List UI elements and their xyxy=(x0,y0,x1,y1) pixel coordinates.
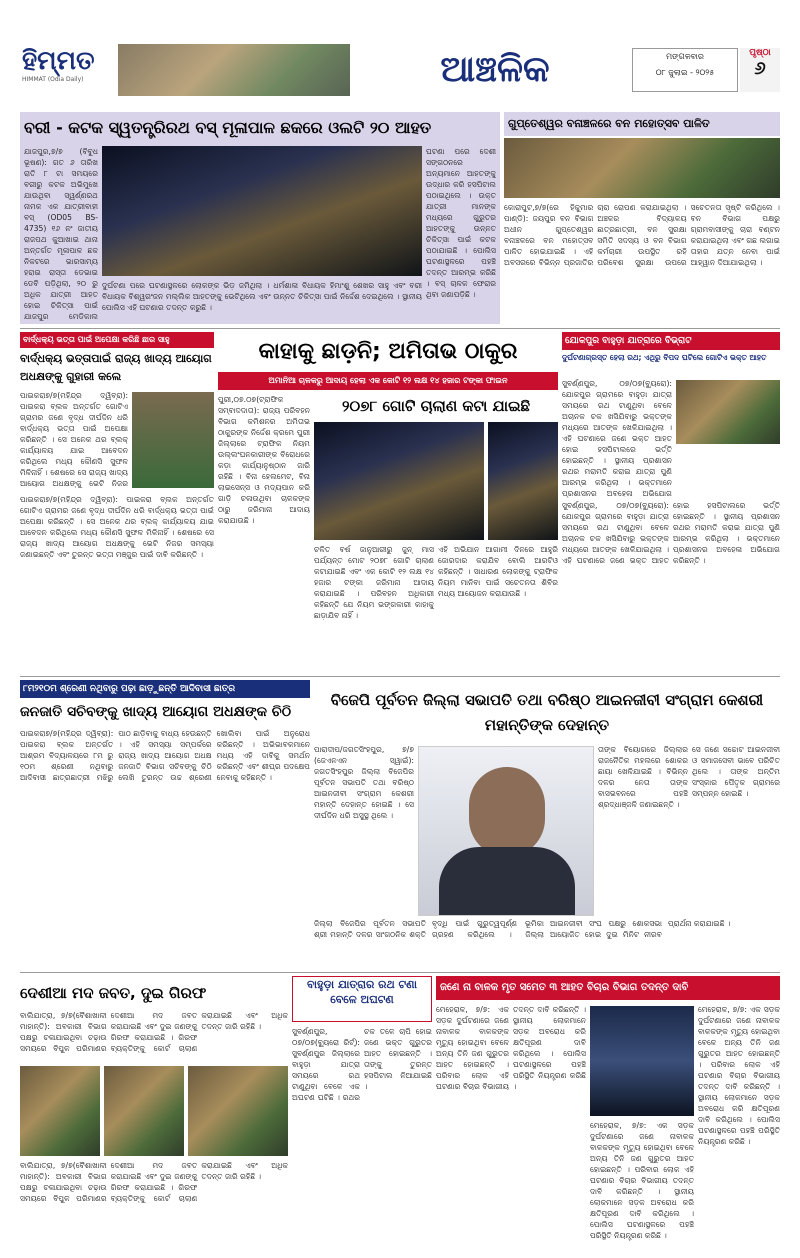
story-text: ଯାଜପୁର,୭/୭ (ବିବୁଧ ଭୂଷଣ): ଗତ ୬ ତାରିଖ ରାତି ୮ ଟା ସମୟରେ ବରୀରୁ କଟକ ଅଭିମୁଖେ ଯାଉଥିବା ସ୍ୱର୍ଣ୍ଣରଥ ନାମକ ଏକ ଯାତ୍ରୀବାହୀ ବସ୍ (OD05 BS-4735) ୧୬ ନଂ ଜାତୀୟ ରାଜପଥ କୁଆଖାଇ ଥାନା ଅନ୍ତର୍ଗତ ମୂଳାପାଳ ଛକ ନିକଟରେ ଭାରସାମ୍ୟ ହରାଇ ରାସ୍ତା ଡେଭାଇ ଡେବି ପଡ଼ିଥିଲା, ୨୦ ରୁ ଅଧିକ ଯାତ୍ରୀ ଆହତ ହୋଇ ଚିକିତ୍ସା ପାଇଁ ଯାଜପୁର ମେଡିକାଲ xyxy=(24,147,98,321)
story-text: ଏହି ଅଭିଯାନ ଆଗାମୀ ଦିନରେ ଆହୁରି ଜୋରଦାର କରାଯିବ ବୋଲି ଆରଟିଓ କହିଛନ୍ତି । ସାଧାରଣ ଲୋକଙ୍କୁ ଟ୍ରାଫିକ ନିୟମ ମାନିବା ପାଇଁ ସଚେତନତା ଶିବିର ମଧ୍ୟ ଆୟୋଜନ କରାଯାଉଛି । xyxy=(438,545,558,598)
story-text: ପୁରୀ,୦୭.୦୭(ଟ୍ରାଫିକ ସମ୍ବାଦଦାତା): ରାଜ୍ୟ ପରିବହନ ବିଭାଗ କମିଶନର ଅମିତାଭ ଠାକୁରଙ୍କ ନିର୍ଦ୍ଦେଶ କ୍ରମେ ପୁରୀ ଜିଲ୍ଲାରେ ଟ୍ରାଫିକ ନିୟମ ଉଲ୍ଲଂଘନକାରୀଙ୍କ ବିରୋଧରେ କଡ଼ା କାର୍ଯ୍ୟାନୁଷ୍ଠାନ ଜାରି ରହିଛି । ବିନା ହେଲମେଟ, ବିନା ଲାଇସେନ୍ସ ଓ ମଦ୍ୟପାନ କରି ଗାଡ଼ି ଚଳାଉଥିବା ଚାଳକଙ୍କ ଠାରୁ ଜରିମାନା ଆଦାୟ କରାଯାଉଛି । xyxy=(218,395,310,525)
story-text: ପାରାଦୀପ/ଜଗତସିଂହପୁର, ୭/୭ (ଜେଏନଏନ ସ୍ୱାଇଁ): ଜଗତସିଂହପୁର ଜିଲ୍ଲା ବିଜେପିର ପୂର୍ବତନ ସଭାପତି ତଥା ବରିଷ୍ଠ ଆଇନଜୀବୀ ସଂଗ୍ରାମ କେଶରୀ ମହାନ୍ତି ଦେହାନ୍ତ ହୋଇଛି । ସେ ଦୀର୍ଘଦିନ ଧରି ଅସୁସ୍ଥ ଥିଲେ । xyxy=(314,745,414,820)
story-text: ତାଙ୍କ ବିୟୋଗରେ ଜିଲ୍ଲାର ରାଜନୈତିକ ମହଲରେ ଶୋକର ଛାୟା ଖେଳିଯାଇଛି । ବିଭିନ୍ନ ଦଳର ନେତା ତାଙ୍କ ବାସଭବନରେ ପହଞ୍ଚି ଶ୍ରଦ୍ଧାଞ୍ଜଳି ଜଣାଇଛନ୍ତି । xyxy=(598,745,688,809)
story-text: ମେହେରାଳ, ୭/୭: ଏକ ସଡ଼କ ଦୁର୍ଘଟଣାରେ ଜଣେ ନାବାଳକ ବାଳକଙ୍କ ମୃତ୍ୟୁ ହୋଇଥିବା ବେଳେ ଅନ୍ୟ ତିନି ଜଣ ଗୁରୁତର ଆହତ ହୋଇଛନ୍ତି । ପରିବାର ଲୋକ ଏହି ଘଟଣାର ବିଚାର ବିଭାଗୀୟ ତଦନ୍ତ ଦାବି କରିଛନ୍ତି । ସ୍ଥାନୀୟ ଲୋକମାନେ ସଡ଼କ ଅବରୋଧ କରି କ୍ଷତିପୂରଣ ଦାବି କରିଥିଲେ । ପୋଲିସ ଘଟଣାସ୍ଥଳରେ ପହଞ୍ଚି ପରିସ୍ଥିତି ନିୟନ୍ତ୍ରଣ କରିଛି । xyxy=(590,1121,694,1240)
arrest-photo-2 xyxy=(104,1066,184,1156)
masthead-logo xyxy=(22,46,122,94)
subhead: ଦୁର୍ଘଟଣାଗ୍ରସ୍ତ ହେଲା ରଥ; ଏଥିରୁ ବିପଦ ଘଟିଲେ ଗୋଟିଏ ଭକ୍ତ ଆହତ xyxy=(562,353,767,362)
kicker: ବାର୍ଦ୍ଧକ୍ୟ ଭତ୍ତା ପାଇଁ ଅପେକ୍ଷା କରିଛି ଛାର ସାହୁ xyxy=(20,332,214,348)
inspection-photo xyxy=(488,422,558,540)
victim-photo xyxy=(590,1006,694,1116)
story-text: ବାଲିଯାତ୍ରା, ୭/୭(ବୈଶାଖାଳୀ ମାହାନ୍ତି): ଅବକାରୀ ବିଭାଗ ପକ୍ଷରୁ ଚଳାଯାଇଥିବା ଚଢ଼ାଉ ସମୟରେ ବିପୁଳ ପରିମାଣର ଦେଶୀଆ ମଦ ଜବତ କରାଯାଇଛି ଏବଂ ଦୁଇ ଜଣଙ୍କୁ ଗିରଫ କରାଯାଇଛି । ଗିରଫ ବ୍ୟକ୍ତିଙ୍କୁ କୋର୍ଟ ଚାଲାଣ କରାଯାଇଛି ଏବଂ ଅଧିକ ତଦନ୍ତ ଜାରି ରହିଛି । xyxy=(20,1161,288,1203)
arrest-photo-3 xyxy=(188,1066,288,1156)
traffic-police-photo xyxy=(314,422,484,540)
subhead-2: ୨୦୭୮ ଗୋଟି ଚାଲାଣ କଟା ଯାଇଛି xyxy=(341,397,531,415)
logo-subtitle: HIMMAT (Odia Daily) xyxy=(22,76,84,83)
kicker: ଯୋକପୁର ବାହୁଡ଼ା ଯାତ୍ରାରେ ବିଭ୍ରାଟ xyxy=(562,332,780,350)
kicker: ୮ମ୨୧୦ମ ଶ୍ରେଣୀ ନଥିବାରୁ ପଢ଼ା ଛାଡ଼ୁଛନ୍ତି ଆଦିବାସୀ ଛାତ୍ର xyxy=(20,680,310,698)
headline: ବାର୍ଦ୍ଧକ୍ୟ ଭତ୍ତାପାଇଁ ରାଜ୍ୟ ଖାଦ୍ୟ ଆୟୋଗ ଅଧକ୍ଷଙ୍କୁ ଗୁହାରୀ କଲେ xyxy=(20,352,212,383)
headline: ବରୀ - କଟକ ସ୍ୱତନ୍ତ୍ରିରଥ ବସ୍ ମୂଳାପାଳ ଛକରେ ଓଲଟି ୨୦ ଆହତ xyxy=(24,118,432,137)
story-text: ମେହେରାଳ, ୭/୭: ଏକ ସଡ଼କ ଦୁର୍ଘଟଣାରେ ଜଣେ ନାବାଳକ ବାଳକଙ୍କ ମୃତ୍ୟୁ ହୋଇଥିବା ବେଳେ ଅନ୍ୟ ତିନି ଜଣ ଗୁରୁତର ଆହତ ହୋଇଛନ୍ତି । ପରିବାର ଲୋକ ଏହି ଘଟଣାର ବିଚାର ବିଭାଗୀୟ ତଦନ୍ତ ଦାବି କରିଛନ୍ତି । ସ୍ଥାନୀୟ ଲୋକମାନେ ସଡ଼କ ଅବରୋଧ କରି କ୍ଷତିପୂରଣ ଦାବି କରିଥିଲେ । ପୋଲିସ ଘଟଣାସ୍ଥଳରେ ପହଞ୍ଚି ପରିସ୍ଥିତି ନିୟନ୍ତ୍ରଣ କରିଛି । xyxy=(698,1005,780,1146)
headline: ଜଣେ ନା ବାଳକ ମୃତ ସମେତ ୩ ଆହତ ବିଚାର ବିଭାଗ ତଦନ୍ତ ଦାବି xyxy=(436,976,780,1000)
arrest-photo-1 xyxy=(20,1066,100,1156)
portrait-face xyxy=(469,767,545,857)
portrait-body xyxy=(439,847,575,916)
story-text: ସୁବର୍ଣ୍ଣପୁର, ୦୭/୦୭(ବ୍ୟୁରୋ): ଯୋକପୁର ଗ୍ରାମରେ ବାହୁଡ଼ା ଯାତ୍ରା ସମୟରେ ରଥ ଟାଣୁଥିବା ବେଳେ ଅଚାନକ ଚକ ଖସିଯିବାରୁ ଭକ୍ତଙ୍କ ମଧ୍ୟରେ ଆତଙ୍କ ଖେଳିଯାଇଥିଲା । ଏହି ଘଟଣାରେ ଜଣେ ଭକ୍ତ ଆହତ ହୋଇ ହସପିଟାଲରେ ଭର୍ତ୍ତି ହୋଇଛନ୍ତି । ସ୍ଥାନୀୟ ପ୍ରଶାସନ ରଥର ମରାମତି କରାଇ ଯାତ୍ରା ପୁଣି ଆରମ୍ଭ କରିଥିଲା । ଭକ୍ତମାନେ ପ୍ରଶାସନର ଅବହେଳା ଅଭିଯୋଗ xyxy=(562,379,672,498)
story-bus-accident xyxy=(20,112,500,324)
headline: କାହାକୁ ଛାଡ଼ନି; ଅମିତାଭ ଠାକୁର xyxy=(258,339,518,364)
logo-text: ହିମ୍ମତ xyxy=(22,46,95,76)
headline: ଜନଜାତି ସଚିବଙ୍କୁ ଖାଦ୍ୟ ଆୟୋଗ ଅଧକ୍ଷଙ୍କ ଚିଠି xyxy=(20,704,292,720)
story-text: ସେ ଜଣେ ସଚ୍ଚୋଟ ଆଇନଜୀବୀ ଓ ସମାଜସେବୀ ଭାବେ ପରିଚିତ ଥିଲେ । ତାଙ୍କ ଅନ୍ତିମ ସଂସ୍କାର ପୈତୃକ ଗ୍ରାମରେ ସମ୍ପନ୍ନ ହୋଇଛି । xyxy=(692,745,780,798)
kicker: ବାହୁଡ଼ା ଯାତ୍ରାର ରଥ ଟଣା ବେଳେ ଅଘଟଣ xyxy=(292,976,432,1022)
story-text: ଜିଲ୍ଲା ବିଜେପିର ପୂର୍ବତନ ସଭାପତି ଶ୍ରୀ ମହାନ୍ତି ଦଳର ସାଂଗଠନିକ ଶକ୍ତି ବୃଦ୍ଧି ପାଇଁ ଗୁରୁତ୍ୱପୂର୍ଣ୍ଣ ଭୂମିକା ଗ୍ରହଣ କରିଥିଲେ । ଜିଲ୍ଲା ଆଇନଜୀବୀ ସଂଘ ପକ୍ଷରୁ ଶୋକସଭା ଆୟୋଜିତ ହୋଇ ଦୁଇ ମିନିଟ ନୀରବ ପ୍ରାର୍ଥନା କରାଯାଇଛି । xyxy=(314,919,731,939)
masthead xyxy=(0,40,800,100)
issue-date: ୦୮ ଜୁଲାଇ - ୨୦୨୫ xyxy=(655,68,715,77)
portrait-photo xyxy=(418,746,594,916)
bus-accident-photo xyxy=(102,146,422,276)
pensioner-photo xyxy=(132,392,214,488)
page-number-box xyxy=(740,48,780,92)
date-box xyxy=(632,48,738,92)
page-number: ୬ xyxy=(754,58,766,79)
story-tribal-students xyxy=(20,680,310,970)
story-rath-mishap xyxy=(562,332,780,672)
section-title: ଆଞ୍ଚଳିକ xyxy=(440,49,550,90)
story-traffic-fines xyxy=(218,332,558,672)
headline: ଦେଶୀଆ ମଦ ଜବତ, ଦୁଇ ଗିରଫ xyxy=(20,984,207,1002)
story-text: ପାଇକରା୭/୭(ମହିନ୍ଦ୍ର ଦ୍ୱିବ୍ରା): ପାଇକରା ବ୍ଲକ ଅନ୍ତର୍ଗତ ଆଶ୍ରମ ବିଦ୍ୟାଳୟରେ ୮ମ ରୁ ୧୦ମ ଶ୍ରେଣୀ ନଥିବାରୁ ଆଦିବାସୀ ଛାତ୍ରଛାତ୍ରୀ ମଝିରୁ ପାଠ ଛାଡ଼ିବାକୁ ବାଧ୍ୟ ହେଉଛନ୍ତି । ଏହି ସମସ୍ୟା ସମ୍ପର୍କରେ ରାଜ୍ୟ ଖାଦ୍ୟ ଆୟୋଗ ଅଧକ୍ଷ ଜନଜାତି ବିଭାଗ ସଚିବଙ୍କୁ ଚିଠି ଲେଖି ତୁରନ୍ତ ଉଚ୍ଚ ଶ୍ରେଣୀ ଖୋଲିବା ପାଇଁ ଅନୁରୋଧ କରିଛନ୍ତି । ଅଭିଭାବକମାନେ ମଧ୍ୟ ଏହି ଦାବିକୁ ସମର୍ଥନ କରିଛନ୍ତି ଏବଂ ଶୀଘ୍ର ପଦକ୍ଷେପ ନେବାକୁ କହିଛନ୍ତି । xyxy=(20,729,310,782)
masthead-banner-image xyxy=(118,44,350,96)
story-text: ବାଲିଯାତ୍ରା, ୭/୭(ବୈଶାଖାଳୀ ମାହାନ୍ତି): ଅବକାରୀ ବିଭାଗ ପକ୍ଷରୁ ଚଳାଯାଇଥିବା ଚଢ଼ାଉ ସମୟରେ ବିପୁଳ ପରିମାଣର ଦେଶୀଆ ମଦ ଜବତ କରାଯାଇଛି ଏବଂ ଦୁଇ ଜଣଙ୍କୁ ଗିରଫ କରାଯାଇଛି । ଗିରଫ ବ୍ୟକ୍ତିଙ୍କୁ କୋର୍ଟ ଚାଲାଣ କରାଯାଇଛି ଏବଂ ଅଧିକ ତଦନ୍ତ ଜାରି ରହିଛି । xyxy=(20,1011,288,1053)
headline: ବିଜେପି ପୂର୍ବତନ ଜିଲ୍ଲା ସଭାପତି ତଥା ବରିଷ୍ଠ ଆଇନଜୀବୀ ସଂଗ୍ରାମ କେଶରୀ ମହାନ୍ତିଙ୍କ ଦେହାନ୍ତ xyxy=(330,691,764,734)
rath-photo xyxy=(676,380,780,444)
story-text: ପାଇକରା୭/୭(ମହିନ୍ଦ୍ର ଦ୍ୱିବ୍ରା): ପାଇକରା ବ୍ଲକ ଅନ୍ତର୍ଗତ ଗୋଟିଏ ଗ୍ରାମର ଜଣେ ବୃଦ୍ଧ ଦୀର୍ଘଦିନ ଧରି ବାର୍ଦ୍ଧକ୍ୟ ଭତ୍ତା ପାଇଁ ଅପେକ୍ଷା କରିଛନ୍ତି । ସେ ଅନେକ ଥର ବ୍ଲକ୍ କାର୍ଯ୍ୟାଳୟ ଯାଇ ଆବେଦନ କରିଥିଲେ ମଧ୍ୟ କୌଣସି ସୁଫଳ ମିଳିନାହିଁ । ଶେଷରେ ସେ ରାଜ୍ୟ ଖାଦ୍ୟ ଆୟୋଗ ଅଧକ୍ଷଙ୍କୁ ଭେଟି ନିଜର xyxy=(20,391,128,488)
story-text: ଦୁର୍ଘଟଣା ପରେ ଘଟଣାସ୍ଥଳରେ ଲୋକଙ୍କ ଭିଡ଼ ଜମିଥିଲା । ଧର୍ମଶାଳା ବିଧାୟକ ହିମାଂଶୁ ଶେଖର ସାହୁ ଏବଂ ବରୀ ବିଧାୟକ ବିଶ୍ୱରଂଜନ ମଲ୍ଲିକ ଆହତଙ୍କୁ ଭେଟିଥିଲେ ଏବଂ ଉନ୍ନତ ଚିକିତ୍ସା ପାଇଁ ନିର୍ଦ୍ଦେଶ ଦେଇଥିଲେ । ସ୍ଥାନୀୟ ପୋଲିସ ଏହି ଘଟଣାର ତଦନ୍ତ କରୁଛି । xyxy=(102,281,422,312)
headline: ଗୁପ୍ତେଶ୍ୱର ବନାଞ୍ଚଳରେ ବନ ମହୋତ୍ସବ ପାଳିତ xyxy=(504,112,780,136)
story-text: ଚଳିତ ବର୍ଷ ଜାନୁଆରୀରୁ ଜୁନ୍ ମାସ ପର୍ଯ୍ୟନ୍ତ ମୋଟ ୨୦୭୮ ଗୋଟି ଚାଲାଣ କଟାଯାଇଛି ଏବଂ ଏକ କୋଟି ୧୨ ଲକ୍ଷ ୧୪ ହଜାର ଟଙ୍କା ଜରିମାନା ଆଦାୟ କରାଯାଇଛି । ପରିବହନ ଅଧିକାରୀ କହିଛନ୍ତି ଯେ ନିୟମ ଭଙ୍ଗକାରୀ କାହାକୁ ଛାଡ଼ାଯିବ ନାହିଁ । xyxy=(314,545,434,620)
story-text: ପାଇକରା୭/୭(ମହିନ୍ଦ୍ର ଦ୍ୱିବ୍ରା): ପାଇକରା ବ୍ଲକ ଅନ୍ତର୍ଗତ ଗୋଟିଏ ଗ୍ରାମର ଜଣେ ବୃଦ୍ଧ ଦୀର୍ଘଦିନ ଧରି ବାର୍ଦ୍ଧକ୍ୟ ଭତ୍ତା ପାଇଁ ଅପେକ୍ଷା କରିଛନ୍ତି । ସେ ଅନେକ ଥର ବ୍ଲକ୍ କାର୍ଯ୍ୟାଳୟ ଯାଇ ଆବେଦନ କରିଥିଲେ ମଧ୍ୟ କୌଣସି ସୁଫଳ ମିଳିନାହିଁ । ଶେଷରେ ସେ ରାଜ୍ୟ ଖାଦ୍ୟ ଆୟୋଗ ଅଧକ୍ଷଙ୍କୁ ଭେଟି ନିଜର ସମସ୍ୟା ଜଣାଇଛନ୍ତି ଏବଂ ତୁରନ୍ତ ଭତ୍ତା ମଞ୍ଜୁର ପାଇଁ ଦାବି କରିଛନ୍ତି । xyxy=(20,495,214,559)
story-text: ସୁବର୍ଣ୍ଣପୁର, ୦୭/୦୭(ବ୍ୟୁରୋ): ଯୋକପୁର ଗ୍ରାମରେ ବାହୁଡ଼ା ଯାତ୍ରା ସମୟରେ ରଥ ଟାଣୁଥିବା ବେଳେ ଅଚାନକ ଚକ ଖସିଯିବାରୁ ଭକ୍ତଙ୍କ ମଧ୍ୟରେ ଆତଙ୍କ ଖେଳିଯାଇଥିଲା । ଏହି ଘଟଣାରେ ଜଣେ ଭକ୍ତ ଆହତ ହୋଇ ହସପିଟାଲରେ ଭର୍ତ୍ତି ହୋଇଛନ୍ତି । ସ୍ଥାନୀୟ ପ୍ରଶାସନ ରଥର ମରାମତି କରାଇ ଯାତ୍ରା ପୁଣି ଆରମ୍ଭ କରିଥିଲା । ଭକ୍ତମାନେ ପ୍ରଶାସନର ଅବହେଳା ଅଭିଯୋଗ କରିଛନ୍ତି । xyxy=(562,501,780,565)
story-liquor-seized xyxy=(20,976,288,1246)
story-rath-accident xyxy=(292,976,432,1246)
story-van-mahotsav xyxy=(504,112,780,324)
story-old-age-pension xyxy=(20,332,214,672)
story-text: ସୁବର୍ଣ୍ଣପୁର, ୦୭/୦୭(ବ୍ୟୁରୋ ରିର୍ଟ୍): ସୁବର୍ଣ୍ଣପୁର ଜିଲ୍ଲାରେ ବାହୁଡ଼ା ଯାତ୍ରା ସମୟରେ ରଥ ଟାଣୁଥିବା ବେଳେ ଏକ ଅଘଟଣ ଘଟିଛି । ରଥର ଚକ ତଳେ ଚାପି ହୋଇ ଜଣେ ଭକ୍ତ ଗୁରୁତର ଆହତ ହୋଇଛନ୍ତି । ତାଙ୍କୁ ତୁରନ୍ତ ହସପିଟାଲ ନିଆଯାଇଛି । xyxy=(292,1027,432,1102)
plantation-photo xyxy=(504,138,780,198)
story-obituary xyxy=(314,680,780,970)
story-text: ମେହେରାଳ, ୭/୭: ଏକ ସଡ଼କ ଦୁର୍ଘଟଣାରେ ଜଣେ ନାବାଳକ ବାଳକଙ୍କ ମୃତ୍ୟୁ ହୋଇଥିବା ବେଳେ ଅନ୍ୟ ତିନି ଜଣ ଗୁରୁତର ଆହତ ହୋଇଛନ୍ତି । ପରିବାର ଲୋକ ଏହି ଘଟଣାର ବିଚାର ବିଭାଗୀୟ ତଦନ୍ତ ଦାବି କରିଛନ୍ତି । ସ୍ଥାନୀୟ ଲୋକମାନେ ସଡ଼କ ଅବରୋଧ କରି କ୍ଷତିପୂରଣ ଦାବି କରିଥିଲେ । ପୋଲିସ ଘଟଣାସ୍ଥଳରେ ପହଞ୍ଚି ପରିସ୍ଥିତି ନିୟନ୍ତ୍ରଣ କରିଛି । xyxy=(436,1005,586,1091)
story-boy-death xyxy=(436,976,780,1246)
story-text: କୋରାପୁଟ,୭/୭(ରେ ହିକୁମାର ପାଣ୍ଡି): ଜୟପୁର ବନ ବିଭାଗ ଅଧୀନ ଗୁପ୍ତେଶ୍ୱର ବନାଞ୍ଚଳରେ ବନ ମହୋତ୍ସବ ପାଳିତ ହୋଇଯାଇଛି । ଏହି ଅବସରରେ ବିଭିନ୍ନ ପ୍ରଜାତିର ଚାରା ରୋପଣ କରାଯାଇଥିଲା । ଅଞ୍ଚଳର ବିଦ୍ୟାଳୟ ଛାତ୍ରଛାତ୍ରୀ, ବନ ସୁରକ୍ଷା ସମିତି ସଦସ୍ୟ ଓ ବନ ବିଭାଗ କର୍ମଚାରୀ ଉପସ୍ଥିତ ରହି ପରିବେଶ ସୁରକ୍ଷା ଉପରେ ସଚେତନତା ସୃଷ୍ଟି କରିଥିଲେ । ବନ ବିଭାଗ ପକ୍ଷରୁ ଗ୍ରାମବାସୀଙ୍କୁ ଚାରା ବଣ୍ଟନ କରାଯାଇଥିଲା ଏବଂ ଗଛ ଲଗାଇ ତାହାର ଯତ୍ନ ନେବା ପାଇଁ ଆହ୍ୱାନ ଦିଆଯାଇଥିଲା । xyxy=(504,203,780,267)
subhead: ଅମାନିଆ ଚାଳକରୁ ଆଦାୟ ହେଲା ଏକ କୋଟି ୧୨ ଲକ୍ଷ ୧୪ ହଜାର ଟଙ୍କା ଫାଇନ xyxy=(218,372,558,390)
story-text: ଘଟଣା ପରେ ଦେଶୀ ସଙ୍ଗଠନରେ ଅନ୍ୟମାନେ ଆହତଙ୍କୁ ଉଦ୍ଧାର କରି ହସପିଟାଲ ପଠାଇଥିଲେ । ଉକ୍ତ ଯାତ୍ରୀ ମାନଙ୍କ ମଧ୍ୟରେ ଗୁରୁତର ଆହତଙ୍କୁ ଉନ୍ନତ ଚିକିତ୍ସା ପାଇଁ କଟକ ପଠାଯାଇଛି । ପୋଲିସ ଘଟଣାସ୍ଥଳରେ ପହଞ୍ଚି ତଦନ୍ତ ଆରମ୍ଭ କରିଛି । ବସ୍ ଚାଳକ ଫେରାର ଥିବା ଜଣାପଡ଼ିଛି । xyxy=(426,147,496,299)
issue-day: ମଙ୍ଗଳବାର xyxy=(666,52,704,61)
page-label: ପୃଷ୍ଠା xyxy=(749,48,771,58)
